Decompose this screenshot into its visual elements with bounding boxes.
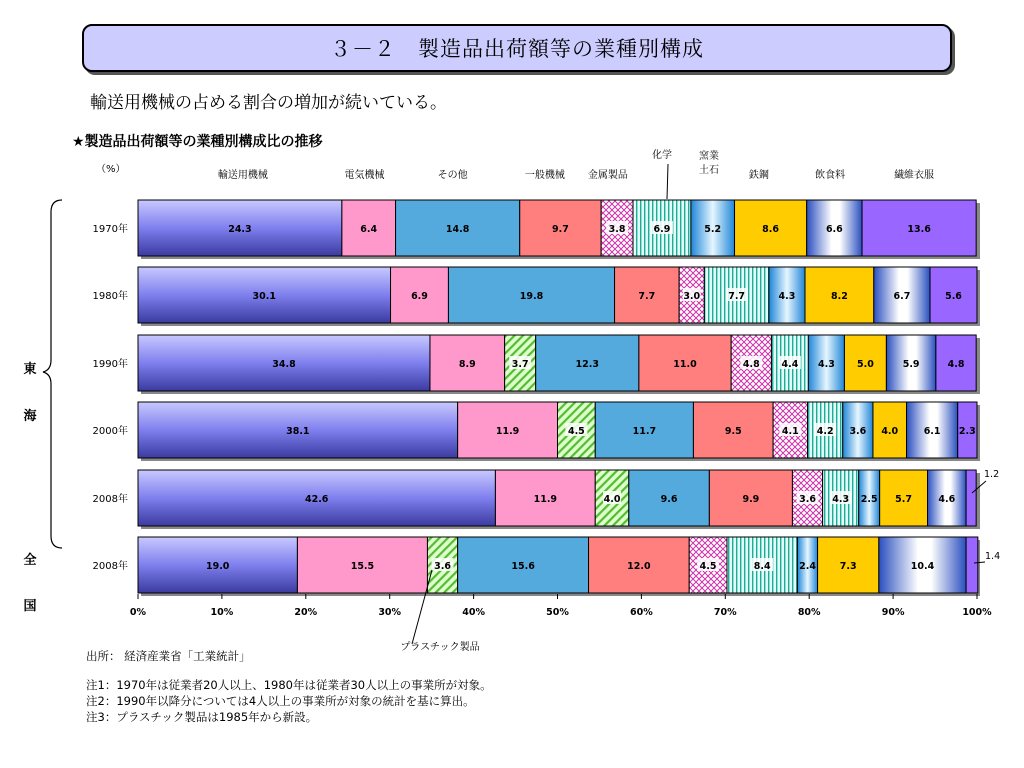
- x-tick-label: 70%: [713, 607, 737, 618]
- data-label: 5.2: [704, 224, 722, 235]
- data-label: 6.9: [653, 224, 671, 235]
- data-label: 4.3: [832, 494, 850, 505]
- data-label: 42.6: [304, 494, 329, 505]
- data-label: 19.0: [205, 561, 230, 572]
- category-label: 2008年: [92, 494, 128, 505]
- x-tick-label: 100%: [962, 607, 992, 618]
- chart-heading: ★製造品出荷額等の業種別構成比の推移: [72, 134, 323, 150]
- data-label: 4.8: [742, 359, 760, 370]
- data-label: 4.3: [817, 359, 835, 370]
- data-label: 4.4: [781, 359, 799, 370]
- note-3: 注3：プラスチック製品は1985年から新設。: [86, 710, 318, 724]
- data-label: 8.6: [762, 224, 780, 235]
- page-subtitle: 輸送用機械の占める割合の増加が続いている。: [90, 93, 447, 113]
- category-label: 2000年: [92, 426, 128, 437]
- legend-label: その他: [437, 170, 468, 181]
- x-tick-label: 50%: [546, 607, 569, 618]
- data-label: 3.6: [434, 561, 451, 572]
- data-label: 10.4: [910, 561, 935, 572]
- data-label: 11.9: [495, 426, 520, 437]
- x-tick-label: 40%: [462, 607, 485, 618]
- data-label: 9.9: [742, 494, 760, 505]
- legend-label: 鉄鋼: [748, 170, 769, 181]
- data-label: 5.9: [902, 359, 920, 370]
- data-label: 9.6: [660, 494, 678, 505]
- data-label: 24.3: [228, 224, 252, 235]
- legend-label-yogyo: 窯業: [699, 151, 719, 162]
- bar-segment: [966, 537, 978, 593]
- callout-line: [667, 164, 668, 199]
- data-label: 38.1: [286, 426, 310, 437]
- legend-label: 電気機械: [344, 170, 385, 181]
- data-label: 19.8: [519, 291, 544, 302]
- data-label: 6.1: [923, 426, 941, 437]
- data-label-callout: 1.4: [985, 551, 1001, 562]
- legend-label: 繊維衣服: [894, 170, 935, 181]
- data-label: 4.8: [947, 359, 965, 370]
- category-label: 2008年: [92, 561, 128, 572]
- region-label-zenkoku: 全: [23, 553, 37, 568]
- data-label: 2.4: [799, 561, 816, 572]
- legend-label: 一般機械: [524, 170, 565, 181]
- data-label: 30.1: [252, 291, 276, 302]
- data-label: 3.6: [849, 426, 867, 437]
- data-label: 7.3: [839, 561, 857, 572]
- x-tick-label: 60%: [630, 607, 653, 618]
- x-tick-label: 10%: [210, 607, 234, 618]
- legend-label: 金属製品: [587, 170, 628, 181]
- tokai-bracket: [43, 200, 62, 548]
- legend-label-kagaku: 化学: [652, 150, 672, 161]
- legend-label-yogyo: 土石: [699, 165, 719, 176]
- data-label: 4.5: [699, 561, 717, 572]
- data-label: 3.8: [608, 224, 626, 235]
- data-label: 4.6: [938, 494, 956, 505]
- data-label: 3.6: [799, 494, 816, 505]
- data-label: 3.0: [683, 291, 701, 302]
- legend-label: 飲食料: [815, 170, 846, 181]
- category-label: 1980年: [92, 291, 128, 302]
- data-label: 11.0: [673, 359, 697, 370]
- data-label: 15.5: [350, 561, 375, 572]
- data-label: 4.2: [816, 426, 834, 437]
- region-label-tokai: 東: [23, 362, 37, 377]
- data-label: 2.5: [860, 494, 878, 505]
- x-tick-label: 20%: [294, 607, 318, 618]
- data-label: 7.7: [638, 291, 656, 302]
- unit-label: （%）: [96, 164, 126, 175]
- page-title: ３－２ 製造品出荷額等の業種別構成: [82, 24, 952, 72]
- data-label: 7.7: [728, 291, 746, 302]
- data-label: 6.6: [825, 224, 843, 235]
- bar-segment: [966, 470, 976, 526]
- data-label: 11.7: [632, 426, 657, 437]
- x-tick-label: 0%: [129, 607, 147, 618]
- data-label: 13.6: [907, 224, 931, 235]
- data-label: 14.8: [445, 224, 470, 235]
- data-label: 4.1: [781, 426, 799, 437]
- data-label: 6.7: [893, 291, 911, 302]
- x-tick-label: 30%: [378, 607, 402, 618]
- legend-label-plastic: プラスチック製品: [400, 642, 480, 653]
- data-label: 12.3: [575, 359, 600, 370]
- data-label: 5.0: [856, 359, 874, 370]
- region-label-tokai: 海: [23, 409, 37, 424]
- category-label: 1970年: [92, 224, 128, 235]
- source-note: 出所： 経済産業省「工業統計」: [86, 649, 251, 663]
- data-label: 4.0: [603, 494, 621, 505]
- data-label: 5.7: [895, 494, 913, 505]
- data-label: 5.6: [945, 291, 962, 302]
- data-label: 9.7: [552, 224, 569, 235]
- x-tick-label: 90%: [881, 607, 905, 618]
- x-tick-label: 80%: [797, 607, 821, 618]
- region-label-zenkoku: 国: [23, 599, 37, 614]
- data-label: 6.4: [360, 224, 378, 235]
- note-2: 注2：1990年以降分については4人以上の事業所が対象の統計を基に算出。: [86, 694, 475, 708]
- data-label: 4.5: [567, 426, 585, 437]
- data-label: 4.3: [778, 291, 796, 302]
- data-label: 11.9: [533, 494, 558, 505]
- data-label: 12.0: [627, 561, 651, 572]
- data-label: 8.4: [753, 561, 771, 572]
- data-label: 34.8: [272, 359, 296, 370]
- data-label: 15.6: [511, 561, 535, 572]
- note-1: 注1：1970年は従業者20人以上、1980年は従業者30人以上の事業所が対象。: [86, 678, 492, 692]
- data-label: 4.0: [881, 426, 899, 437]
- legend-label: 輸送用機械: [217, 170, 268, 181]
- data-label: 8.9: [458, 359, 476, 370]
- data-label-callout: 1.2: [984, 469, 1000, 480]
- data-label: 6.9: [411, 291, 428, 302]
- data-label: 9.5: [724, 426, 742, 437]
- data-label: 3.7: [511, 359, 529, 370]
- data-label: 2.3: [958, 426, 976, 437]
- data-label: 8.2: [830, 291, 848, 302]
- category-label: 1990年: [92, 359, 128, 370]
